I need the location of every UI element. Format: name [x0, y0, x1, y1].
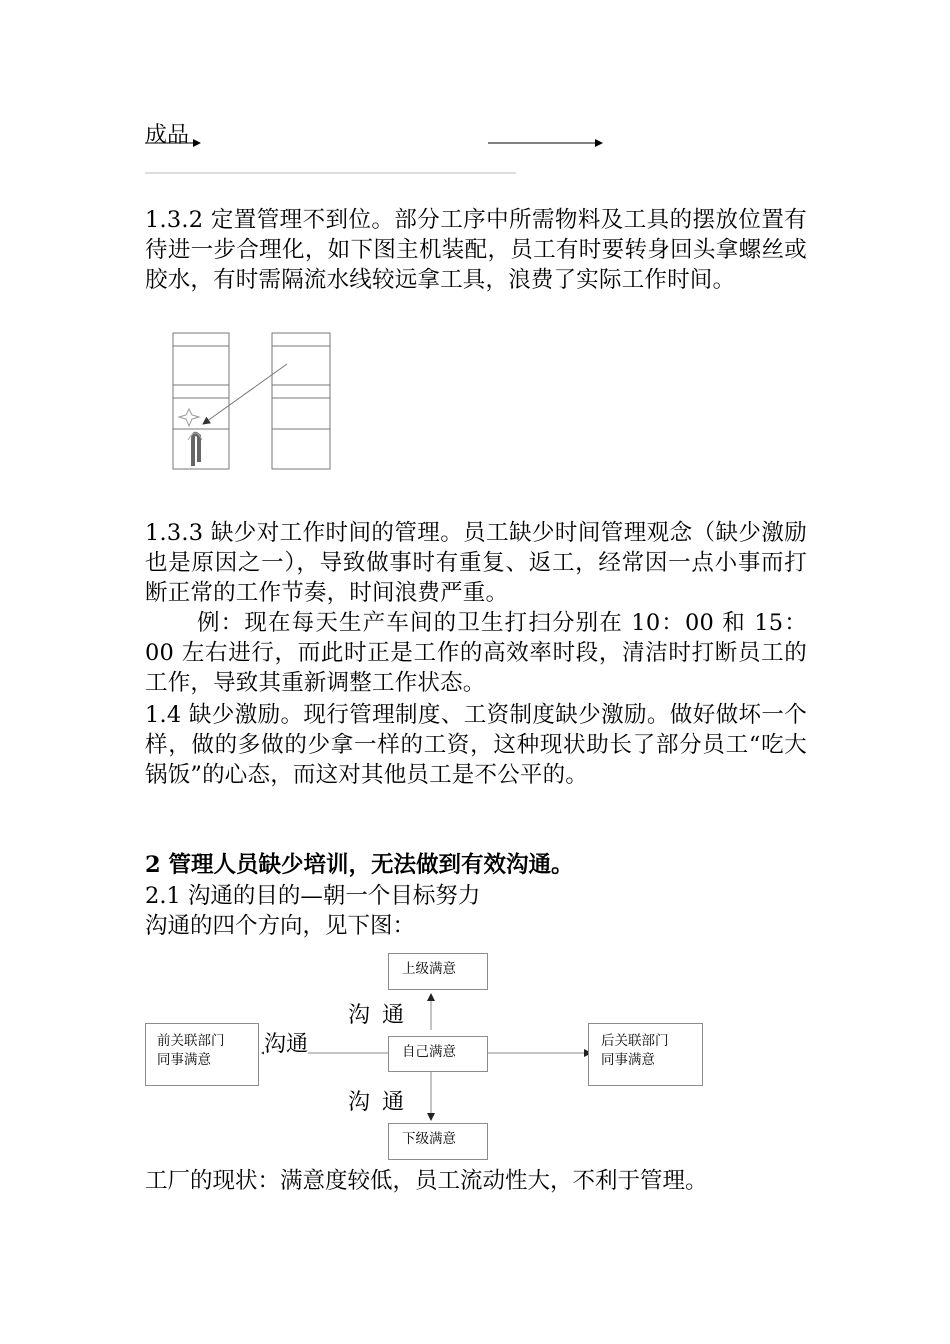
- box-upstream-dept-satisfied: 前关联部门 同事满意: [145, 1023, 259, 1086]
- section-1-4-text: 1.4 缺少激励。现行管理制度、工资制度缺少激励。做好做坏一个样，做的多做的少拿一样的工资，这种现状助长了部分员工“吃大锅饭”的心态，而这对其他员工是不公平的。: [145, 702, 807, 788]
- flow-label-finished: 成品: [145, 123, 190, 148]
- turn-arrow-icon: [193, 434, 199, 466]
- conclusion-text: 工厂的现状：满意度较低，员工流动性大，不利于管理。: [145, 1168, 708, 1194]
- box-downstream-dept-satisfied: 后关联部门 同事满意: [588, 1023, 703, 1086]
- worker-star-icon: [179, 409, 199, 426]
- workstation-left: [173, 333, 229, 469]
- section-1-3-3-example: 例：现在每天生产车间的卫生打扫分别在 10：00 和 15：00 左右进行，而此时正是工作的高效率时段，清洁时打断员工的工作，导致其重新调整工作状态。: [145, 610, 807, 696]
- comm-label-left: 沟通: [264, 1027, 308, 1058]
- comm-label-down: 沟通: [348, 1090, 417, 1115]
- section-1-3-2-text: 1.3.2 定置管理不到位。部分工序中所需物料及工具的摆放位置有待进一步合理化，如下图主机装配，员工有时要转身回头拿螺丝或胶水，有时需隔流水线较远拿工具，浪费了实际工作时间。: [145, 207, 807, 293]
- box-self-satisfied: 自己满意: [388, 1036, 488, 1072]
- section-2-1-title: 2.1 沟通的目的—朝一个目标努力: [145, 883, 481, 909]
- directions-intro: 沟通的四个方向，见下图：: [145, 913, 416, 939]
- fetch-arrow: [203, 364, 287, 424]
- comm-label-up: 沟通: [348, 1003, 417, 1028]
- section-2-heading: 2 管理人员缺少培训，无法做到有效沟通。: [145, 852, 574, 878]
- box-superior-satisfied: 上级满意: [388, 953, 488, 990]
- workstation-right: [272, 333, 330, 469]
- section-1-3-3-text: 1.3.3 缺少对工作时间的管理。员工缺少时间管理观念（缺少激励也是原因之一），导致做事时有重复、返工，经常因一点小事而打断正常的工作节奏，时间浪费严重。: [145, 520, 807, 606]
- box-subordinate-satisfied: 下级满意: [388, 1123, 488, 1160]
